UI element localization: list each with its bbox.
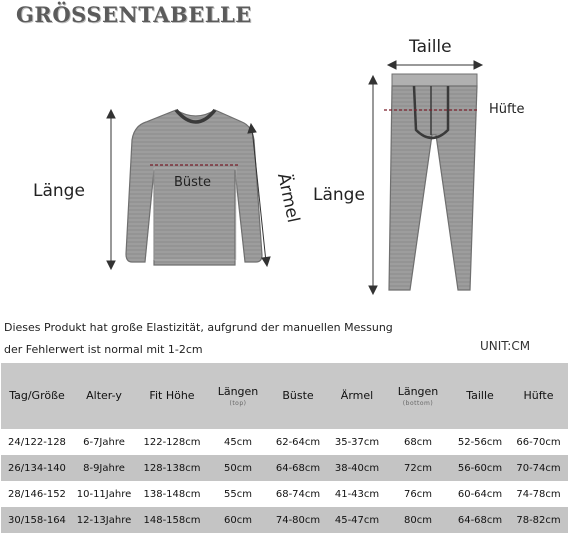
waist-measure-arrow — [388, 61, 482, 69]
page-title: GRÖSSENTABELLE — [16, 2, 252, 27]
cell-size: 26/134-140 — [1, 455, 73, 481]
shirt-chest-label: Büste — [174, 175, 212, 190]
cell-chest: 74-80cm — [267, 507, 329, 533]
header-top-length: Längen (top) — [209, 363, 267, 429]
header-waist: Taille — [451, 363, 509, 429]
header-bottom-length: Längen (bottom) — [385, 363, 451, 429]
cell-top-length: 55cm — [209, 481, 267, 507]
cell-hip: 78-82cm — [509, 507, 568, 533]
cell-sleeve: 45-47cm — [329, 507, 385, 533]
pants-length-arrow — [369, 76, 377, 294]
cell-bottom-length: 72cm — [385, 455, 451, 481]
shirt-sleeve-label: Ärmel — [273, 171, 304, 225]
shirt-length-arrow — [107, 110, 115, 269]
cell-fit-height: 148-158cm — [135, 507, 209, 533]
pants-icon — [389, 74, 477, 290]
cell-age: 12-13Jahre — [73, 507, 135, 533]
cell-age: 10-11Jahre — [73, 481, 135, 507]
header-age: Alter-y — [73, 363, 135, 429]
cell-top-length: 60cm — [209, 507, 267, 533]
cell-fit-height: 128-138cm — [135, 455, 209, 481]
table-row — [1, 429, 568, 455]
size-table — [1, 363, 568, 533]
cell-hip: 74-78cm — [509, 481, 568, 507]
cell-size: 28/146-152 — [1, 481, 73, 507]
cell-waist: 60-64cm — [451, 481, 509, 507]
table-row — [1, 455, 568, 481]
cell-hip: 66-70cm — [509, 429, 568, 455]
measurement-note: Dieses Produkt hat große Elastizität, aufgrund der manuellen Messung — [4, 321, 393, 334]
cell-size: 24/122-128 — [1, 429, 73, 455]
header-size: Tag/Größe — [1, 363, 73, 429]
table-header-row — [1, 363, 568, 429]
cell-bottom-length: 68cm — [385, 429, 451, 455]
cell-top-length: 50cm — [209, 455, 267, 481]
header-hip: Hüfte — [509, 363, 568, 429]
cell-bottom-length: 76cm — [385, 481, 451, 507]
header-fit-height: Fit Höhe — [135, 363, 209, 429]
cell-age: 8-9Jahre — [73, 455, 135, 481]
cell-age: 6-7Jahre — [73, 429, 135, 455]
cell-sleeve: 41-43cm — [329, 481, 385, 507]
header-chest: Büste — [267, 363, 329, 429]
cell-waist: 56-60cm — [451, 455, 509, 481]
cell-waist: 52-56cm — [451, 429, 509, 455]
pants-hip-label: Hüfte — [489, 102, 525, 117]
shirt-length-label: Länge — [33, 181, 85, 201]
cell-top-length: 45cm — [209, 429, 267, 455]
cell-fit-height: 122-128cm — [135, 429, 209, 455]
cell-sleeve: 38-40cm — [329, 455, 385, 481]
table-row — [1, 507, 568, 533]
cell-hip: 70-74cm — [509, 455, 568, 481]
pants-length-label: Länge — [313, 185, 365, 205]
table-row — [1, 481, 568, 507]
cell-chest: 68-74cm — [267, 481, 329, 507]
cell-bottom-length: 80cm — [385, 507, 451, 533]
pants-waist-label: Taille — [409, 37, 452, 57]
cell-fit-height: 138-148cm — [135, 481, 209, 507]
measurement-note-2: der Fehlerwert ist normal mit 1-2cm — [4, 343, 203, 356]
cell-chest: 64-68cm — [267, 455, 329, 481]
cell-sleeve: 35-37cm — [329, 429, 385, 455]
unit-label: UNIT:CM — [480, 339, 531, 353]
cell-waist: 64-68cm — [451, 507, 509, 533]
header-sleeve: Ärmel — [329, 363, 385, 429]
cell-size: 30/158-164 — [1, 507, 73, 533]
cell-chest: 62-64cm — [267, 429, 329, 455]
